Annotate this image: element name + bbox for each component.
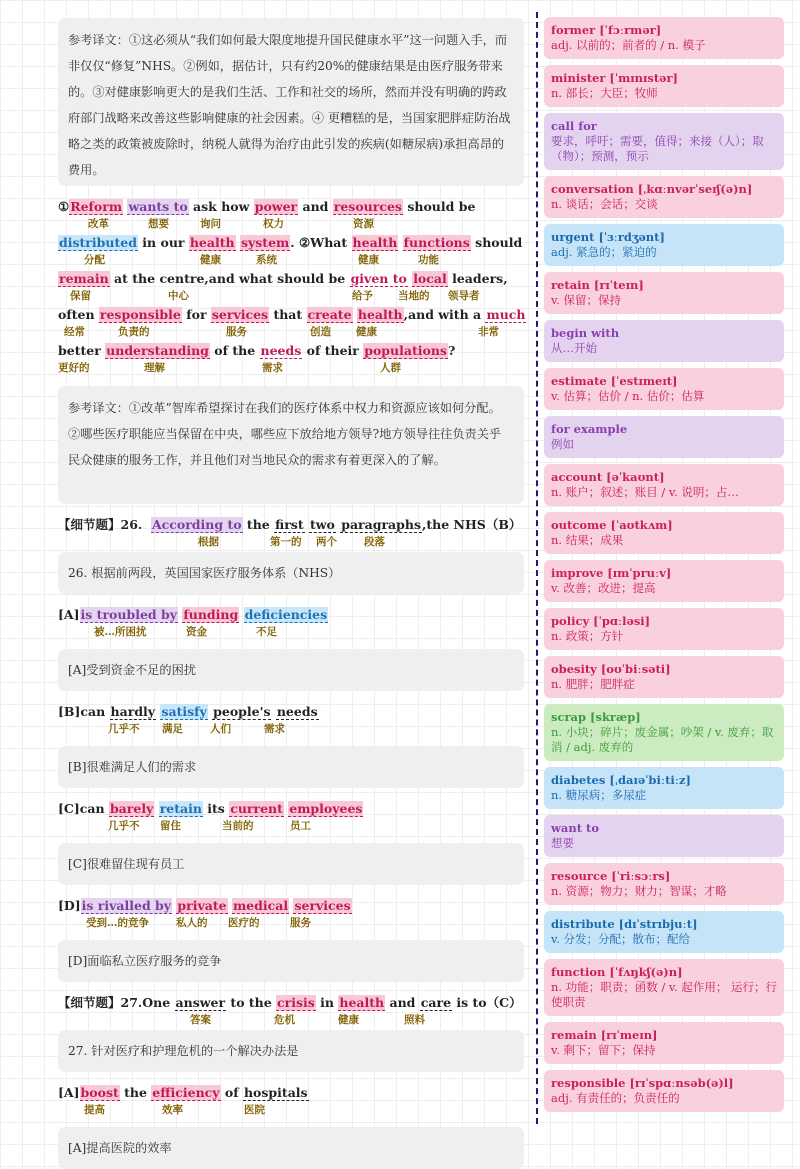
text: to the [226, 995, 277, 1010]
gloss: 权力 [263, 218, 284, 230]
translation-text: [B]很难满足人们的需求 [68, 760, 197, 774]
word-understanding: understanding [106, 343, 209, 358]
word-is-rivalled-by: is rivalled by [81, 898, 172, 913]
vocab-card [544, 272, 784, 314]
word-boost: boost [80, 1085, 119, 1100]
vocab-definition: n. 账户；叙述；账目 / v. 说明；占… [551, 485, 739, 499]
gloss-row [58, 535, 524, 549]
vocab-definition: adj. 有责任的；负责任的 [551, 1091, 680, 1105]
text: and [385, 995, 420, 1010]
option-a-translation [58, 1127, 524, 1169]
gloss: 经常 [64, 326, 85, 338]
vocab-card [544, 815, 784, 857]
text: better [58, 343, 106, 358]
vocab-word: retain [rɪˈteɪn] [551, 278, 644, 292]
gloss: 人群 [380, 362, 401, 374]
gloss: 医疗的 [228, 917, 260, 929]
vocab-card [544, 176, 784, 218]
word-health: health [339, 995, 385, 1010]
text: ? [447, 343, 456, 358]
gloss: 效率 [162, 1104, 183, 1116]
vocab-card [544, 416, 784, 458]
word-local: local [413, 271, 447, 286]
text: that [269, 307, 307, 322]
vocab-definition: n. 部长；大臣；牧师 [551, 86, 658, 100]
vocab-definition: 例如 [551, 437, 574, 451]
vocab-definition: adj. 紧急的；紧迫的 [551, 245, 657, 259]
vocab-word: obesity [oʊˈbiːsəti] [551, 662, 671, 676]
word-crisis: crisis [277, 995, 315, 1010]
vocabulary-panel [544, 17, 784, 1118]
gloss: 中心 [168, 290, 189, 302]
vocab-word: estimate [ˈestɪmeɪt] [551, 374, 678, 388]
translation-text: [A]受到资金不足的困扰 [68, 663, 196, 677]
vocab-card [544, 368, 784, 410]
gloss-row [58, 819, 524, 833]
gloss: 第一的 [270, 536, 302, 548]
word-medical: medical [232, 898, 289, 913]
sentence-marker: ① [58, 199, 70, 214]
vocab-word: diabetes [ˌdaɪəˈbiːtiːz] [551, 773, 691, 787]
vocab-definition: v. 改善；改进；提高 [551, 581, 656, 595]
vocab-card [544, 1070, 784, 1112]
gloss: 满足 [162, 723, 183, 735]
text: of the [209, 343, 260, 358]
reference-translation-2 [58, 386, 524, 504]
question-label: 【细节题】26. [58, 517, 151, 532]
text: its [202, 801, 230, 816]
option-a [58, 606, 524, 642]
gloss: 想要 [148, 218, 169, 230]
gloss: 给予 [352, 290, 373, 302]
gloss: 分配 [84, 254, 105, 266]
word-health: health [189, 235, 235, 250]
gloss: 段落 [364, 536, 385, 548]
word-needs: needs [260, 343, 302, 358]
vocab-word: remain [rɪˈmeɪn] [551, 1028, 658, 1042]
gloss: 改革 [88, 218, 109, 230]
gloss: 资金 [186, 626, 207, 638]
gloss: 受到…的竞争 [86, 917, 149, 929]
word-answer: answer [175, 995, 226, 1010]
passage-line [58, 198, 524, 234]
word-is-troubled-by: is troubled by [80, 607, 177, 622]
text: at the centre,and what should be [109, 271, 350, 286]
vocab-definition: n. 资源；物力；财力；智谋；才略 [551, 884, 727, 898]
vocab-card [544, 1022, 784, 1064]
word-resources: resources [333, 199, 402, 214]
option-c [58, 800, 524, 836]
word-health: health [352, 235, 398, 250]
question-26-translation [58, 552, 524, 594]
vocab-definition: n. 功能；职责；函数 / v. 起作用； 运行；行使职责 [551, 980, 777, 1009]
vocab-definition: v. 分发；分配；散布；配给 [551, 932, 690, 946]
word-system: system [240, 235, 290, 250]
word-satisfy: satisfy [161, 704, 207, 719]
text: ,and with a [403, 307, 486, 322]
gloss: 照料 [404, 1014, 425, 1026]
translation-text: 27. 针对医疗和护理危机的一个解决办法是 [68, 1044, 299, 1058]
gloss: 健康 [338, 1014, 359, 1026]
word-services: services [294, 898, 351, 913]
question-label: 【细节题】27.One [58, 995, 175, 1010]
vocab-card [544, 512, 784, 554]
vocab-word: former [ˈfɔːrmər] [551, 23, 662, 37]
gloss: 需求 [262, 362, 283, 374]
word-care: care [420, 995, 452, 1010]
text: ask how [188, 199, 254, 214]
gloss: 当地的 [398, 290, 430, 302]
text: and [298, 199, 333, 214]
vocab-card [544, 911, 784, 953]
gloss: 服务 [290, 917, 311, 929]
gloss: 非常 [478, 326, 499, 338]
gloss: 健康 [358, 254, 379, 266]
question-26 [58, 516, 524, 552]
word-given-to: given to [350, 271, 407, 286]
text: the [119, 1085, 152, 1100]
option-label: [C]can [58, 801, 109, 816]
word-reform: Reform [70, 199, 123, 214]
word-hardly: hardly [110, 704, 156, 719]
option-a-translation [58, 649, 524, 691]
gloss: 创造 [310, 326, 331, 338]
gloss: 危机 [274, 1014, 295, 1026]
word-private: private [177, 898, 227, 913]
word-create: create [307, 307, 352, 322]
passage-line [58, 234, 524, 270]
vocab-card [544, 224, 784, 266]
vocab-word: begin with [551, 326, 620, 340]
gloss: 人们 [210, 723, 231, 735]
gloss: 健康 [356, 326, 377, 338]
text: of their [302, 343, 364, 358]
gloss: 当前的 [222, 820, 254, 832]
vocab-card [544, 113, 784, 170]
gloss: 更好的 [58, 362, 90, 374]
passage-line [58, 306, 524, 342]
gloss-row [58, 625, 524, 639]
gloss-row [58, 289, 524, 303]
translation-text: 参考译文：①改革”智库希望探讨在我们的医疗体系中权力和资源应该如何分配。②哪些医疗职能应当保留在中央，哪些应下放给地方领导?地方领导往往负责关乎民众健康的服务工作，并且他们对当地民众的需求有着更深入的了解。 [68, 401, 502, 467]
option-label: [B]can [58, 704, 110, 719]
gloss-row [58, 916, 524, 930]
gloss: 服务 [226, 326, 247, 338]
word-peoples: people's [213, 704, 271, 719]
word-much: much [486, 307, 526, 322]
vocab-definition: 从…开始 [551, 341, 597, 355]
gloss: 询问 [200, 218, 221, 230]
vocab-definition: n. 小块；碎片；废金属；吵架 / v. 废弃；取消 / adj. 废弃的 [551, 725, 774, 754]
gloss: 被…所困扰 [94, 626, 147, 638]
gloss-row [58, 722, 524, 736]
gloss: 领导者 [448, 290, 480, 302]
word-responsible: responsible [99, 307, 181, 322]
passage-line [58, 342, 524, 378]
word-barely: barely [109, 801, 154, 816]
word-wants-to: wants to [128, 199, 188, 214]
word-two: two [309, 517, 335, 532]
vocab-card [544, 704, 784, 761]
vocab-definition: n. 结果；成果 [551, 533, 624, 547]
gloss: 功能 [418, 254, 439, 266]
vocab-definition: 要求，呼吁；需要，值得；来接（人）；取（物）；预测，预示 [551, 134, 764, 163]
text: of [220, 1085, 243, 1100]
question-27 [58, 994, 524, 1030]
word-services: services [211, 307, 269, 322]
gloss-row [58, 325, 524, 339]
column-divider [536, 12, 538, 1124]
word-current: current [230, 801, 283, 816]
vocab-card [544, 560, 784, 602]
word-paragraphs: paragraphs [341, 517, 422, 532]
option-label: [D] [58, 898, 81, 913]
option-label: [A] [58, 607, 80, 622]
text: for [181, 307, 211, 322]
vocab-word: minister [ˈmɪnɪstər] [551, 71, 678, 85]
word-retain: retain [159, 801, 202, 816]
gloss-row [58, 217, 524, 231]
gloss: 资源 [353, 218, 374, 230]
word-according-to: According to [151, 517, 242, 532]
gloss: 答案 [190, 1014, 211, 1026]
text: ,the NHS（B） [422, 517, 522, 532]
vocab-word: for example [551, 422, 628, 436]
word-hospitals: hospitals [243, 1085, 308, 1100]
text: leaders, [447, 271, 508, 286]
vocab-card [544, 464, 784, 506]
gloss: 负责的 [118, 326, 150, 338]
gloss: 健康 [200, 254, 221, 266]
option-d-translation [58, 940, 524, 982]
vocab-card [544, 65, 784, 107]
vocab-definition: 想要 [551, 836, 574, 850]
option-a [58, 1084, 524, 1120]
vocab-word: improve [ɪmˈpruːv] [551, 566, 672, 580]
gloss-row [58, 1103, 524, 1117]
text: is to（C） [452, 995, 522, 1010]
translation-text: [C]很难留住现有员工 [68, 857, 185, 871]
gloss: 几乎不 [108, 723, 140, 735]
text: the [242, 517, 275, 532]
vocab-card [544, 17, 784, 59]
option-c-translation [58, 843, 524, 885]
text: . ②What [290, 235, 352, 250]
vocab-definition: n. 政策；方针 [551, 629, 624, 643]
word-funding: funding [183, 607, 239, 622]
word-employees: employees [289, 801, 363, 816]
gloss: 提高 [84, 1104, 105, 1116]
gloss: 不足 [256, 626, 277, 638]
vocab-definition: n. 谈话；会话；交谈 [551, 197, 658, 211]
gloss: 理解 [144, 362, 165, 374]
vocab-word: want to [551, 821, 600, 835]
gloss: 根据 [198, 536, 219, 548]
word-remain: remain [59, 271, 109, 286]
text [398, 235, 402, 250]
vocab-word: outcome [ˈaʊtkʌm] [551, 518, 673, 532]
gloss: 私人的 [176, 917, 208, 929]
vocab-word: scrap [skræp] [551, 710, 641, 724]
vocab-card [544, 608, 784, 650]
translation-text: [D]面临私立医疗服务的竞争 [68, 954, 222, 968]
word-needs: needs [276, 704, 318, 719]
vocab-card [544, 320, 784, 362]
gloss: 保留 [70, 290, 91, 302]
translation-text: 参考译文：①这必须从“我们如何最大限度地提升国民健康水平”这一问题入手，而非仅仅“修复”NHS。②例如，据估计，只有约20%的健康结果是由医疗服务带来的。③对健康影响更大的是我们生活、工作和社交的场所，然而并没有明确的跨政府部门战略来改善这些影响健康的社会因素。④ 更糟糕的是，当国家肥胖症防治战略之类的政策被废除时，纳税人就得为治疗由此引发的疾病(如糖尿病)承担高昂的费用。 [68, 33, 511, 177]
reference-translation-1 [58, 18, 524, 186]
vocab-word: function [ˈfʌŋkʃ(ə)n] [551, 965, 683, 979]
option-b [58, 703, 524, 739]
vocab-word: policy [ˈpɑːləsi] [551, 614, 651, 628]
vocab-word: responsible [rɪˈspɑːnsəb(ə)l] [551, 1076, 734, 1090]
passage-column [58, 18, 524, 1169]
vocab-definition: n. 肥胖；肥胖症 [551, 677, 635, 691]
word-populations: populations [364, 343, 447, 358]
word-deficiencies: deficiencies [244, 607, 328, 622]
vocab-word: urgent [ˈɜːrdʒənt] [551, 230, 665, 244]
vocab-definition: adj. 以前的；前者的 / n. 模子 [551, 38, 706, 52]
question-27-translation [58, 1030, 524, 1072]
vocab-card [544, 767, 784, 809]
word-power: power [254, 199, 298, 214]
word-health: health [357, 307, 403, 322]
vocab-definition: n. 糖尿病；多尿症 [551, 788, 647, 802]
vocab-card [544, 863, 784, 905]
word-distributed: distributed [59, 235, 137, 250]
vocab-definition: v. 剩下；留下；保持 [551, 1043, 656, 1057]
text [239, 607, 243, 622]
text: should be [402, 199, 476, 214]
option-label: [A] [58, 1085, 80, 1100]
vocab-word: resource [ˈriːsɔːrs] [551, 869, 671, 883]
gloss: 系统 [256, 254, 277, 266]
gloss: 两个 [316, 536, 337, 548]
passage-line [58, 270, 524, 306]
translation-text: [A]提高医院的效率 [68, 1141, 172, 1155]
text: in our [137, 235, 189, 250]
gloss: 需求 [264, 723, 285, 735]
gloss: 几乎不 [108, 820, 140, 832]
gloss: 医院 [244, 1104, 265, 1116]
text: often [58, 307, 99, 322]
gloss-row [58, 361, 524, 375]
vocab-word: account [əˈkaʊnt] [551, 470, 665, 484]
translation-text: 26. 根据前两段，英国国家医疗服务体系（NHS） [68, 566, 341, 580]
option-d [58, 897, 524, 933]
vocab-definition: v. 估算；估价 / n. 估价；估算 [551, 389, 705, 403]
word-first: first [275, 517, 304, 532]
vocab-word: conversation [ˌkɑːnvərˈseɪʃ(ə)n] [551, 182, 753, 196]
text: should [470, 235, 523, 250]
option-b-translation [58, 746, 524, 788]
vocab-card [544, 656, 784, 698]
gloss: 员工 [290, 820, 311, 832]
gloss-row [58, 253, 524, 267]
word-functions: functions [403, 235, 470, 250]
gloss: 留住 [160, 820, 181, 832]
vocab-card [544, 959, 784, 1016]
gloss-row [58, 1013, 524, 1027]
text: in [315, 995, 339, 1010]
vocab-word: call for [551, 119, 597, 133]
vocab-word: distribute [dɪˈstrɪbjuːt] [551, 917, 698, 931]
vocab-definition: v. 保留；保持 [551, 293, 621, 307]
word-efficiency: efficiency [152, 1085, 220, 1100]
